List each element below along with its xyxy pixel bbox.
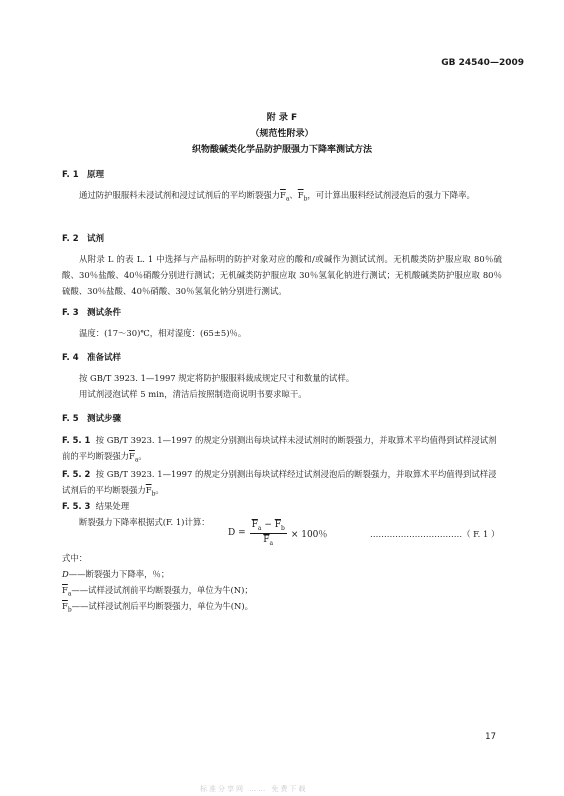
section-f2-text: 从附录 L 的表 L. 1 中选择与产品标明的防护对象对应的酸和/或碱作为测试试剂。无机酸类防护服应取 80％硫酸、30％盐酸、40％硝酸分别进行测试；无机碱类防护服应取 30％氢氧化钠进行测试；无机酸碱类防护服应取 80％硫酸、30％盐酸、40％硝酸、30％氢氧化钠分别进行测试。 [62, 254, 502, 296]
section-f2-heading: F. 2 试剂 [62, 234, 105, 244]
section-f52-text: F. 5. 2 按 GB/T 3923. 1—1997 的规定分别测出每块试样经过试剂浸泡后的断裂强力，并取算术平均值得到试样浸试剂后的平均断裂强力$\overline{F}_b$。 [62, 469, 497, 498]
formula-number: ……………………………（ F. 1 ） [370, 529, 500, 539]
annex-title-block [0, 110, 564, 158]
section-f51-text: F. 5. 1 按 GB/T 3923. 1—1997 的规定分别测出每块试样未浸试剂时的断裂强力，并取算术平均值得到试样浸试剂前的平均断裂强力$\overline{F}_a$。 [62, 435, 497, 464]
section-f53-heading: F. 5. 3 结果处理 [62, 501, 130, 511]
standard-code: GB 24540—2009 [441, 58, 524, 68]
section-f1-heading: F. 1 原理 [62, 170, 105, 180]
section-f4-heading: F. 4 准备试样 [62, 353, 122, 363]
section-f5-heading: F. 5 测试步骤 [62, 414, 122, 424]
formula-denominator: $\overline{F}_a$ [263, 534, 274, 547]
def-d: D——断裂强力下降率，％； [62, 569, 170, 579]
formula-lhs: D = [228, 528, 246, 539]
formula-times: × 100％ [290, 529, 328, 540]
annex-name: 织物酸碱类化学品防护服强力下降率测试方法 [191, 145, 372, 155]
section-f3-heading: F. 3 测试条件 [62, 308, 122, 318]
section-f53-text: 断裂强力下降率根据式(F. 1)计算： [79, 517, 210, 527]
page-number: 17 [485, 732, 496, 742]
section-f4-text-1: 按 GB/T 3923. 1—1997 规定将防护服服料裁成规定尺寸和数量的试样。 [79, 373, 355, 383]
where-label: 式中： [62, 553, 88, 563]
annex-label: 附 录 F [266, 113, 298, 123]
def-fb: $\overline{F}_b——$试样浸试剂后平均断裂强力，单位为牛(N)。 [62, 601, 254, 614]
section-f1-text: 通过防护服服料未浸试剂和浸过试剂后的平均断裂强力$\overline{F}_a$、$\overline{F}_b$，可计算出服料经试剂浸泡后的强力下降率。 [79, 190, 475, 203]
footer-watermark: 标准分享网 …… 免费下载 [200, 785, 308, 793]
annex-nature: （规范性附录） [250, 129, 314, 139]
section-f4-text-2: 用试剂浸泡试样 5 min，清洁后按照制造商说明书要求晾干。 [79, 389, 307, 399]
section-f3-text: 温度：(17～30)℃，相对湿度：(65±5)％。 [79, 328, 247, 338]
formula-f1 [228, 520, 327, 547]
formula-fraction [250, 520, 287, 547]
def-fa: $\overline{F}_a——$试样浸试剂前平均断裂强力，单位为牛(N)； [62, 585, 253, 598]
formula-numerator: $\overline{F}_a - \overline{F}_b$ [251, 520, 285, 532]
